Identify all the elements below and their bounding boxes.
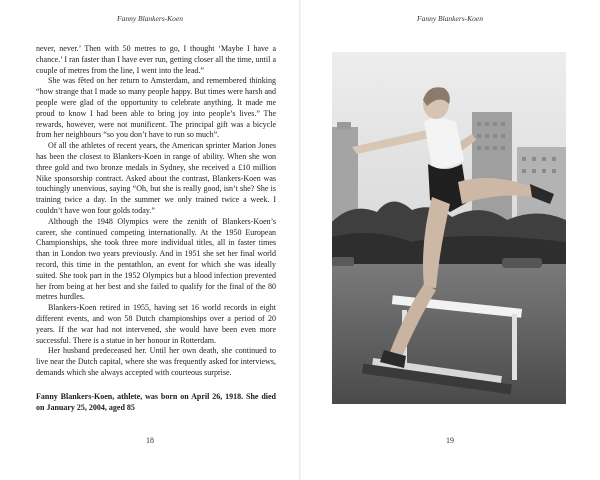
paragraph-3: Of all the athletes of recent years, the American sprinter Marion Jones has been the closest to Blankers-Koen in range of ability. When she won three gold and two bronze medals in Sydney, she received a £10 million Nike sponsorship contract. Asked about the contrast, Blankers-Koen was touchingly unenvious, saying “Oh, but she is really good, isn’t she? She is training twice a day. In the summer we only trained twice a week. I couldn’t have won four golds today.” [36,141,276,215]
left-page-number: 18 [146,436,154,445]
paragraph-4: Although the 1948 Olympics were the zenith of Blankers-Koen’s career, she continued competing internationally. At the 1950 European Championships, she took three more individual titles, all in faster times than in London two years previously. And in 1951 she set her final world record, this time in the pentathlon, an event for which she was ideally suited. She took part in the 1952 Olympics but a blood infection prevented her from being at her best and she failed to qualify for the final of the 80 metres hurdles. [36,216,276,302]
left-text-block [36,44,276,413]
right-page-number: 19 [446,436,454,445]
paragraph-6: Her husband predeceased her. Until her own death, she continued to live near the Dutch capital, where she was frequently asked for interviews, demands which she always accepted with courteous surprise. [36,346,276,377]
right-page [300,0,600,480]
paragraph-5: Blankers-Koen retired in 1955, having set 16 world records in eight different events, and won 58 Dutch championships over a period of 20 years. If the war had not intervened, she would have been even more successful. There is a statue in her honour in Rotterdam. [36,303,276,345]
paragraph-1: never, never.’ Then with 50 metres to go, I thought ‘Maybe I have a chance.’ I ran faster than I have ever run, getting closer all the time, until a couple of metres from the line, I went into the lead.” [36,44,276,75]
left-running-head: Fanny Blankers-Koen [116,14,184,23]
right-running-head: Fanny Blankers-Koen [416,14,484,23]
paragraph-2: She was fêted on her return to Amsterdam, and remembered thinking “how strange that I made so many people happy. But times were harsh and people were glad of the opportunity to celebrate anything. It made me proud to know I had been able to bring joy into people’s lives.” The rewards, however, were not munificent. The principal gift was a bicycle from her neighbours “so you don’t have to run so much”. [36,76,276,140]
obituary-caption: Fanny Blankers-Koen, athlete, was born on April 26, 1918. She died on January 25, 2004, aged 85 [36,391,276,412]
hurdler-photograph [332,52,566,404]
